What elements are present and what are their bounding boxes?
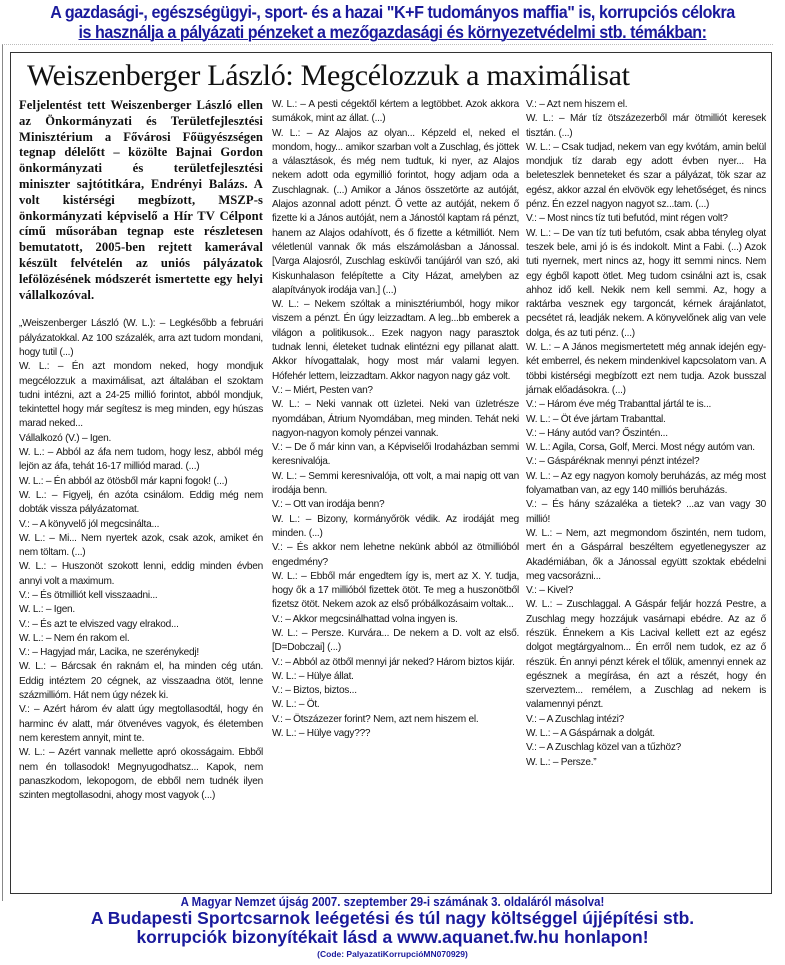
footer-main-line-2 <box>0 928 785 947</box>
dialogue-paragraph: W. L.: – Nem, azt megmondom őszintén, nem tudom, mert én a Gáspárral beszéltem egyetlenegyszer az Akadémiában, ők a Jánossal együtt szoktak ebédelni meg vacsorázni... <box>526 527 766 582</box>
dialogue-paragraph: W. L.: – Huszonöt szokott lenni, eddig minden évben annyi volt a maximum. <box>19 561 263 587</box>
dialogue-paragraph: W. L.: – Mi... Nem nyertek azok, csak azok, amiket én nem töltam. (...) <box>19 532 263 559</box>
dialogue-paragraph: W. L.: – Csak tudjad, nekem van egy kvótám, amin belül mondjuk tíz darab egy adott évben nyer... Ha beleteszlek benneteket és szar a pályázat, tök szar az egész, akkor azzal én elvövök egy lehetőséget, és nincs pénz. Én ezzel nagyon nagyot sz...tam. (...) <box>526 141 766 211</box>
dialogue-paragraph: V.: – Azért három év alatt úgy megtollasodtál, hogy én harminc év alatt, már ötvenéves vagyok, és életemben nem kerestem annyit, mint te. <box>19 704 263 744</box>
dialogue-paragraph: V.: – Három éve még Trabanttal jártál te is... <box>526 399 712 411</box>
article-column-1 <box>19 98 263 803</box>
top-banner-line-1: A gazdasági-, egészségügyi-, sport- és a hazai "K+F tudományos maffia" is, korrupciós célokra <box>50 2 735 22</box>
dialogue-paragraph: W. L.: – Semmi keresnivalója, ott volt, a mai napig ott van irodája benn. <box>272 470 519 497</box>
dialogue-paragraph: „Weiszenberger László (W. L.): – Legkésőbb a februári pályázatokkal. Az 100 százalék, arra azt tudom mondani, hogy tutil (...) <box>19 318 263 358</box>
dialogue-paragraph: V.: – Akkor megcsinálhattad volna ingyen is. <box>272 613 458 625</box>
article-title: Weiszenberger László: Megcélozzuk a maximálisat <box>27 59 630 92</box>
dialogue-paragraph: W. L.: – Persze.” <box>526 756 597 768</box>
dialogue-paragraph: V.: – És azt te elviszed vagy elrakod... <box>19 618 179 630</box>
dialogue-paragraph: W. L.: – Öt. <box>272 699 320 711</box>
footer-code: (Code: PalyazatiKorrupcióMN070929) <box>317 949 468 959</box>
dialogue-paragraph: W. L.: – Abból az áfa nem tudom, hogy lesz, abból még lejön az áfa, tehát 16-17 milliód marad. (...) <box>19 447 263 473</box>
dialogue-paragraph: V.: – És ötmilliót kell visszaadni... <box>19 590 158 601</box>
dialogue-paragraph: W. L.: – Zuschlaggal. A Gáspár feljár hozzá Pestre, a Zuschlag megy hozzájuk vasárnapi ebédre. Az az ő részük. Énnekem a Kis Lacival kellett ezt az egész dolgot megtárgyalnom... Én erről nem tudok, ez az ő részük. Én annyi pénzt kérek el tőlük, amennyi ennek az egésznek a megírása, én azt a részét, hogy én szerveztem... remélem, a Zuschlag ad nekem is valamennyi pénzt. <box>526 599 766 711</box>
dialogue-paragraph: W. L.: – A János megismertetett még annak idején egy-két emberrel, és nekem mindenkivel kapcsolatom van. A többi kistérségi megbízott ezt nem tudja. Azok busszal járnak előadásokra. (...) <box>526 342 766 396</box>
dialogue-paragraph: W. L.: – Persze. Kurvára... De nekem a D. volt az első. [D=Dobczai] (...) <box>272 627 519 654</box>
dialogue-paragraph: W. L.: – Hülye vagy??? <box>272 728 371 740</box>
dialogue-paragraph: V.: – A Zuschlag intézi? <box>526 713 624 725</box>
dialogue-paragraph: W. L.: Agila, Corsa, Golf, Merci. Most négy autóm van. <box>526 442 755 454</box>
column-1-body <box>19 317 263 803</box>
aquanet-link[interactable]: www.aquanet.fw.hu <box>397 927 560 947</box>
dialogue-paragraph: W. L.: – Hülye állat. <box>272 670 354 682</box>
dialogue-paragraph: W. L.: – Az Alajos az olyan... Képzeld el, neked el mondom, hogy... amikor szarban volt a Zuschlag, és jöttek a választások, és még nem tudtuk, ki nyer, az Alajos nekem adott oda egymillió forintot, hogy adjam oda a Zuschlagnak. (...) Amikor a János összetörte az autóját, Alajos azonnal adott pénzt. Ő vette az autóját, nekem ő fizette ki a János autóját, nem a Jánostól kaptam rá pénzt, hanem az Alajos odahívott, és ő fizette a kétmilliót. Nem véletlenül vannak ők más elszámolásban a Jánossal. [Varga Alajosról, Zuschlag esküvői tanújáról van szó, aki Kiskunhalason felépítette a City Házat, amelyben az alapítványok irodája van.] (...) <box>272 127 519 296</box>
dialogue-paragraph: W. L.: – A pesti cégektől kértem a legtöbbet. Azok akkora sumákok, mint az állat. (...) <box>272 99 519 125</box>
article-column-3 <box>526 98 766 770</box>
dialogue-paragraph: W. L.: – Neki vannak ott üzletei. Neki van üzletrésze nyomdában, Átrium Nyomdában, meg minden. Tehát neki nagyon-nagyon komoly pénzei vannak. <box>272 399 519 439</box>
dialogue-paragraph: W. L.: – Az egy nagyon komoly beruházás, az még most folyamatban van, az egy 140 milliós beruházás. <box>526 470 766 497</box>
dialogue-paragraph: V.: – Hány autód van? Őszintén... <box>526 427 668 439</box>
column-3-body <box>526 98 766 770</box>
dialogue-paragraph: W. L.: – Bárcsak én raknám el, ha minden cég után. Eddig intéztem 20 cégnek, az visszaadna ötöt, lenne százmillióm. Hát nem úgy nézek ki. <box>19 661 263 702</box>
footer-source-note: A Magyar Nemzet újság 2007. szeptember 29-i számának 3. oldaláról másolva! <box>180 894 605 909</box>
dialogue-paragraph: W. L.: – Én azt mondom neked, hogy mondjuk megcélozzuk a maximálisat, azt általában el szoktam tudni intézni, azt a 24-25 millió forintot, abból mondjuk, tekintettel hogy már segítesz is meg minden, egy húszas marad neked... <box>19 361 263 430</box>
dialogue-paragraph: V.: – Abból az ötből mennyi jár neked? Három biztos kijár. <box>272 656 515 668</box>
top-banner <box>31 2 753 42</box>
dialogue-paragraph: V.: – Hagyjad már, Lacika, ne szerénykedj! <box>19 647 199 659</box>
dialogue-paragraph: W. L.: – Nem én rakom el. <box>19 632 130 644</box>
footer-main-line-1: A Budapesti Sportcsarnok leégetési és túl nagy költséggel újjépítési stb. <box>90 908 695 928</box>
dialogue-paragraph: V.: – A könyvelő jól megcsinálta... <box>19 518 160 530</box>
dialogue-paragraph: V.: – Ott van irodája benn? <box>272 499 385 511</box>
dialogue-paragraph: V.: – És hány százaléka a tietek? ...az van vagy 30 millió! <box>526 499 766 525</box>
dialogue-paragraph: V.: – Kivel? <box>526 585 574 597</box>
dialogue-paragraph: W. L.: – Ebből már engedtem így is, mert az X. Y. tudja, hogy ők a 17 millióból fizettek ötöt. Te meg a huszonötből fizetsz ötöt. Nekem azok az első próbálkozásaim voltak... <box>272 570 519 611</box>
article-column-2 <box>272 98 519 741</box>
dialogue-paragraph: V.: – Azt nem hiszem el. <box>526 99 628 110</box>
dialogue-paragraph: W. L.: – De van tíz tuti befutóm, csak abba tényleg olyat teszek bele, ami jó is és indokolt. Mint a Fabi. (...) Azok tuti nyernek, mert nincs az, hogy itt semmi nincs. Nem egy égből kapott ötlet. Meg tudom csinálni azt is, csak ahhoz idő kell. Nekik nem kell semmi. Az, hogy a raktárba vesznek egy targoncát, kérnek árajánlatot, pecsétet rá, leadják nekem. A könyvelőnek alig van vele dolga, és az tuti pénz. (...) <box>526 227 766 339</box>
dialogue-paragraph: V.: – A Zuschlag közel van a tűzhöz? <box>526 742 682 754</box>
dialogue-paragraph: V.: – Biztos, biztos... <box>272 685 357 697</box>
dialogue-paragraph: W. L.: – Bizony, kormányőrök védik. Az irodáját meg minden. (...) <box>272 513 519 539</box>
dialogue-paragraph: V.: – De ő már kinn van, a Képviselői Irodaházban semmi keresnivalója. <box>272 442 519 468</box>
column-2-body <box>272 98 519 741</box>
dialogue-paragraph: W. L.: – Igen. <box>19 604 75 616</box>
dialogue-paragraph: W. L.: – Már tíz ötszázezerből már ötmilliót keresek tisztán. (...) <box>526 113 766 139</box>
dialogue-paragraph: Vállalkozó (V.) – Igen. <box>19 432 112 444</box>
footer-main-suffix: honlapon! <box>559 927 649 947</box>
top-banner-line-2: is használja a pályázati pénzeket a mezőgazdasági és környezetvédelmi stb. témákban: <box>78 22 707 42</box>
dialogue-paragraph: W. L.: – Nekem szóltak a minisztériumból, hogy mikor viszem a pénzt. Én úgy leizzadtam. A leg...bb emberek a világon a politikusok... Ezek nagyon nagy parasztok tudnak lenni, életeket tudnak elintézni egy pillanat alatt. Akkor hívogattalak, hogy most már valami legyen. Hófehér lettem, leizzadtam. Akkor nagyon nagy gáz volt. <box>272 299 519 382</box>
newspaper-article <box>10 52 772 894</box>
dialogue-paragraph: V.: – És akkor nem lehetne nekünk abból az ötmillióból engedmény? <box>272 542 519 568</box>
footer-main-prefix: korrupciók bizonyítékait lásd a <box>136 927 398 947</box>
dialogue-paragraph: V.: – Most nincs tíz tuti befutód, mint régen volt? <box>526 213 728 225</box>
dialogue-paragraph: V.: – Miért, Pesten van? <box>272 384 373 396</box>
dialogue-paragraph: W. L.: – Én abból az ötösből már kapni fogok! (...) <box>19 475 228 487</box>
dialogue-paragraph: V.: – Ötszázezer forint? Nem, azt nem hiszem el. <box>272 713 479 725</box>
dialogue-paragraph: W. L.: – Öt éve jártam Trabanttal. <box>526 413 666 425</box>
dialogue-paragraph: W. L.: – A Gáspárnak a dolgát. <box>526 728 655 740</box>
dialogue-paragraph: W. L.: – Figyelj, én azóta csinálom. Eddig még nem dobták vissza pályázatomat. <box>19 489 263 516</box>
article-lead: Feljelentést tett Weiszenberger László ellen az Önkormányzati és Területfejlesztési Minisztérium a Fővárosi Főügyészségen tegnap délelőtt – közölte Bajnai Gordon önkormányzati és területfejlesztési miniszter sajtótitkára, Endrényi Balázs. A volt kistérségi megbízott, MSZP-s önkormányzati képviselő a Hír TV Célpont című műsorában tegnap este részletesen bemutatott, 2005-ben rejtett kamerával készült felvételén az uniós pályázatok lefölözésének módszerét ismertette egy helyi vállalkozóval. <box>19 98 263 302</box>
dialogue-paragraph: V.: – Gáspáréknak mennyi pénzt intézel? <box>526 456 700 468</box>
dialogue-paragraph: W. L.: – Azért vannak mellette apró okosságaim. Ebből nem én tollasodok! Megnyugodhatsz... Kapok, nem panaszkodom, lekopogom, de ebből nem tudnék ilyen szinten megtollasodni, ahogy most vagyok (...) <box>19 747 263 802</box>
footer-main-text <box>0 909 785 947</box>
